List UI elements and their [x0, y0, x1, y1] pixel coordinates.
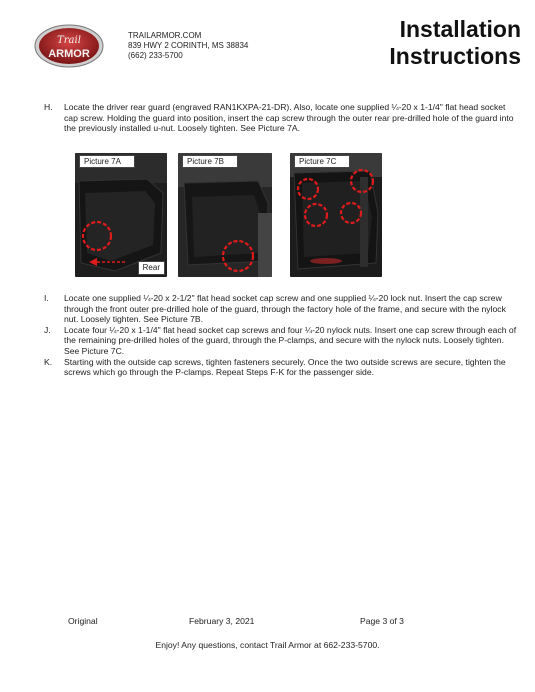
- picture-7b: [178, 153, 272, 277]
- page-title: Installation Instructions: [389, 16, 521, 69]
- picture-7a: [75, 153, 167, 277]
- company-info: [128, 31, 248, 61]
- step-h: H. Locate the driver rear guard (engraved RAN1KXPA-21-DR). Also, locate one supplied ¼-20 x 1-1/4" flat head socket cap screw. Holding the guard into position, insert the cap screw through the outer rear pre-drilled hole of the guard into the previously installed u-nut. Loosely tighten. See Picture 7A.: [44, 102, 514, 134]
- company-address: 839 HWY 2 CORINTH, MS 38834: [128, 41, 249, 50]
- footer-date: February 3, 2021: [189, 616, 255, 626]
- svg-text:ARMOR: ARMOR: [48, 48, 90, 60]
- company-phone: (662) 233-5700: [128, 51, 183, 60]
- step-i: I. Locate one supplied ¼-20 x 2-1/2" flat head socket cap screw and one supplied ¼-20 lock nut. Insert the cap screw through the front outer pre-drilled hole of the guard, through the factory hole of the frame, and secure with the nylock nut. Loosely tighten. See Picture 7B.: [44, 293, 506, 325]
- footer-contact: Enjoy! Any questions, contact Trail Armor at 662-233-5700.: [155, 640, 380, 650]
- footer-original: Original: [68, 616, 98, 626]
- footer-page-number: Page 3 of 3: [360, 616, 404, 626]
- svg-text:Trail: Trail: [57, 35, 81, 46]
- picture-7c-label: Picture 7C: [294, 155, 350, 168]
- picture-7a-label: Picture 7A: [79, 155, 135, 168]
- picture-7c: [290, 153, 382, 277]
- rear-label: Rear: [138, 261, 165, 275]
- step-j: J. Locate four ¼-20 x 1-1/4" flat head socket cap screws and four ¼-20 nylock nuts. Insert one cap screw through each of the remaining pre-drilled holes of the guard, through the P-clamps, and secure with the nylock nuts. Loosely tighten. See Picture 7C.: [44, 324, 517, 356]
- picture-7b-label: Picture 7B: [182, 155, 238, 168]
- company-site: TRAILARMOR.COM: [128, 31, 202, 40]
- step-k: K. Starting with the outside cap screws, tighten fasteners securely. Once the two outside screws are secure, tighten the screws which go through the P-clamps. Repeat Steps F-K for the passenger side.: [44, 356, 506, 378]
- steps-top: [44, 102, 517, 134]
- steps-bottom: [44, 293, 517, 378]
- trail-armor-logo: [34, 24, 104, 68]
